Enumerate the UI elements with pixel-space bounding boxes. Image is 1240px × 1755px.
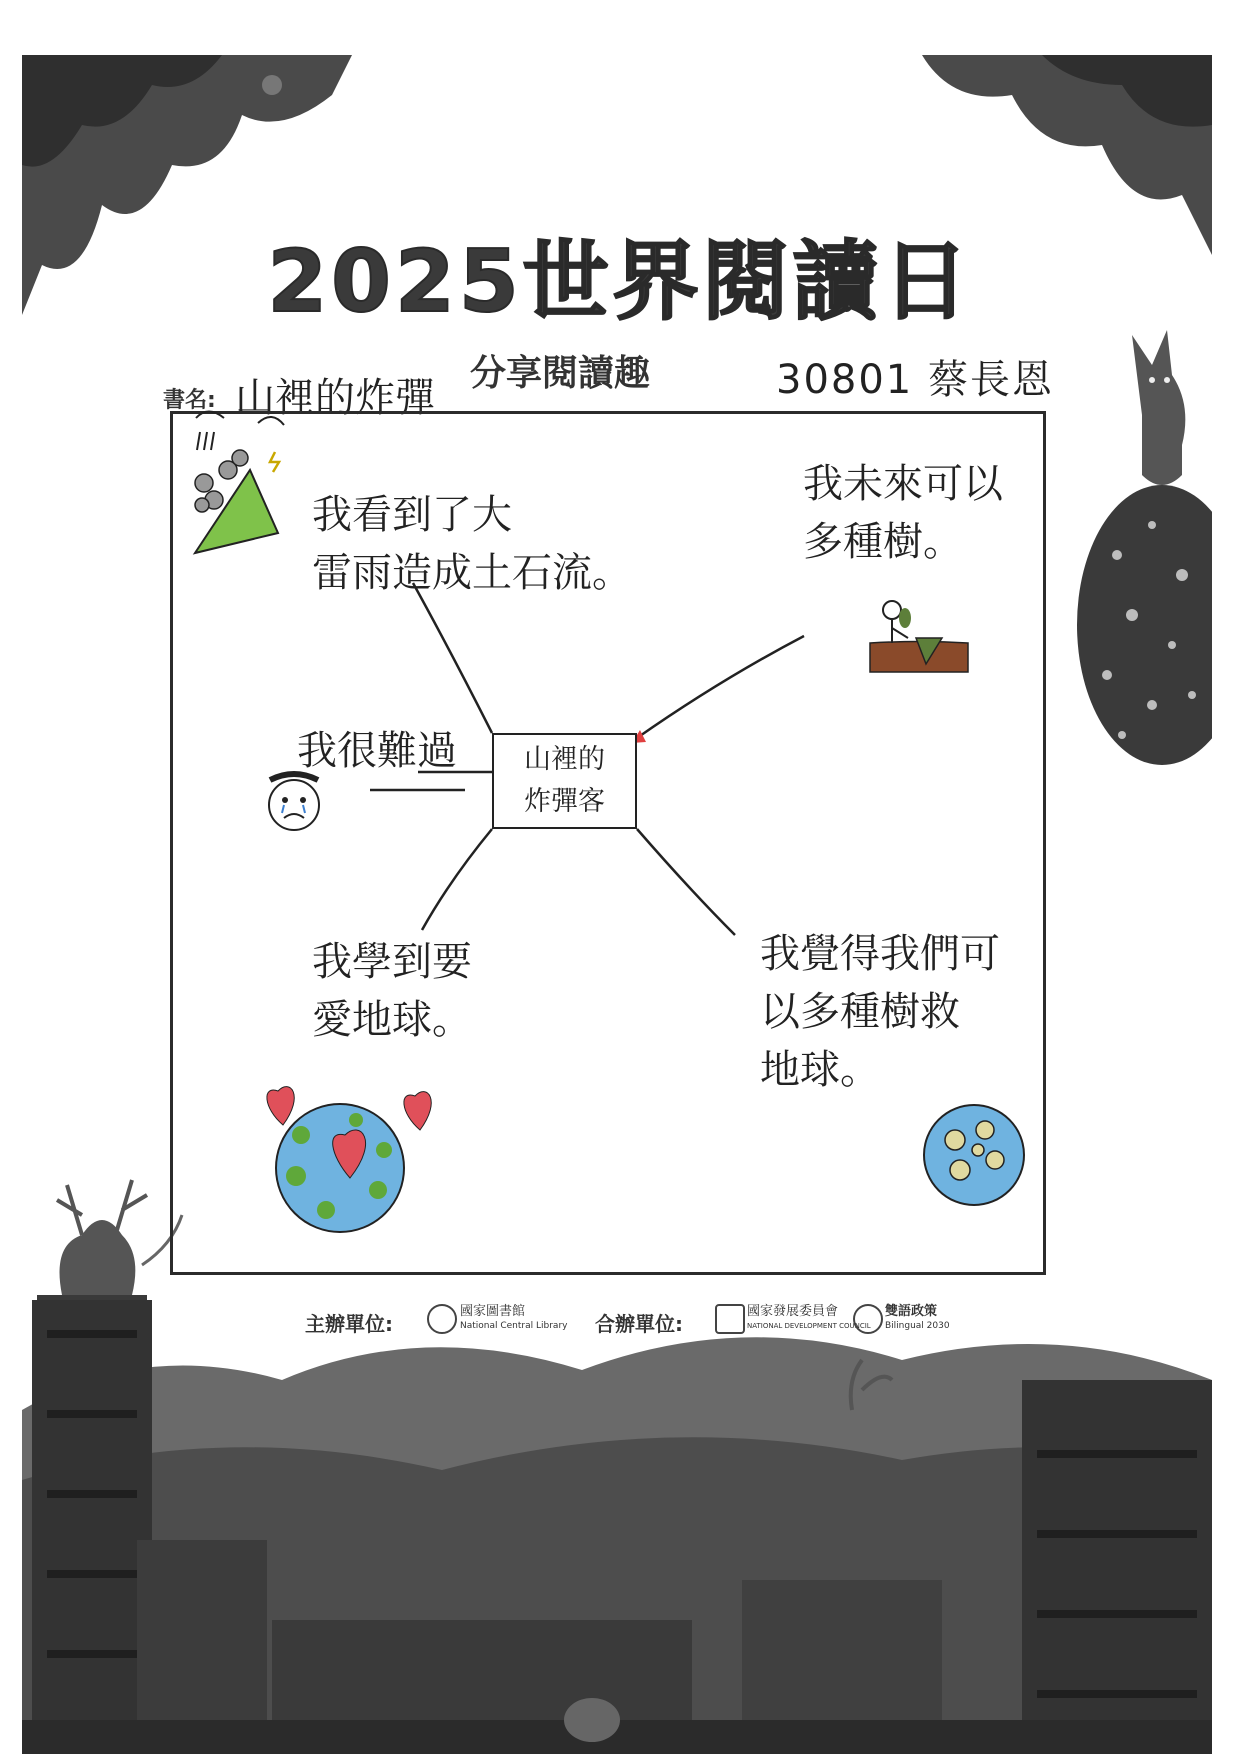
note-top-left [312,486,632,602]
poster-title: 2025世界閱讀日 [267,232,973,332]
note-line: 我看到了大 [312,492,512,538]
note-line: 雷雨造成土石流。 [312,550,632,596]
book-title-label: 書名: [163,388,216,413]
policy-en: Bilingual 2030 [885,1321,950,1331]
bilingual-policy [885,1304,950,1334]
center-text-line-1: 山裡的 [524,744,605,775]
poster-subtitle: 分享閱讀趣 [470,353,651,394]
mind-map-center [492,733,637,829]
note-top-right [803,455,1003,571]
note-mid-left [297,722,457,780]
national-central-library-logo-icon [427,1304,457,1334]
policy-zh: 雙語政策 [885,1304,938,1319]
note-line: 我覺得我們可 [760,931,1000,977]
sponsor-bar [305,1302,1005,1340]
co-host-org-zh: 國家發展委員會 [747,1304,839,1319]
note-line: 我很難過 [297,728,457,774]
earth-drawing [924,1105,1024,1205]
host-org [460,1304,567,1334]
note-line: 地球。 [760,1047,880,1093]
earth-with-hearts-drawing [267,1087,431,1232]
ndc-logo-icon [715,1304,745,1334]
co-host-org-en: NATIONAL DEVELOPMENT COUNCIL [747,1322,871,1330]
co-host-label: 合辦單位: [595,1312,683,1336]
planting-tree-drawing [870,601,968,672]
note-bottom-left [312,933,472,1049]
bilingual-policy-logo-icon [853,1304,883,1334]
host-org-zh: 國家圖書館 [460,1304,526,1319]
center-text-line-2: 炸彈客 [524,786,605,817]
host-label: 主辦單位: [305,1312,393,1336]
note-line: 我未來可以 [803,461,1003,507]
note-line: 以多種樹救 [760,989,960,1035]
sad-face-drawing [269,774,319,830]
student-id-name: 30801 蔡長恩 [776,357,1054,403]
host-org-en: National Central Library [460,1321,568,1331]
mountain-landslide-drawing [195,412,284,554]
note-bottom-right [760,925,1000,1099]
book-title-handwritten: 山裡的炸彈 [235,375,435,421]
note-line: 我學到要 [312,939,472,985]
note-line: 多種樹。 [803,519,963,565]
note-line: 愛地球。 [312,997,472,1043]
